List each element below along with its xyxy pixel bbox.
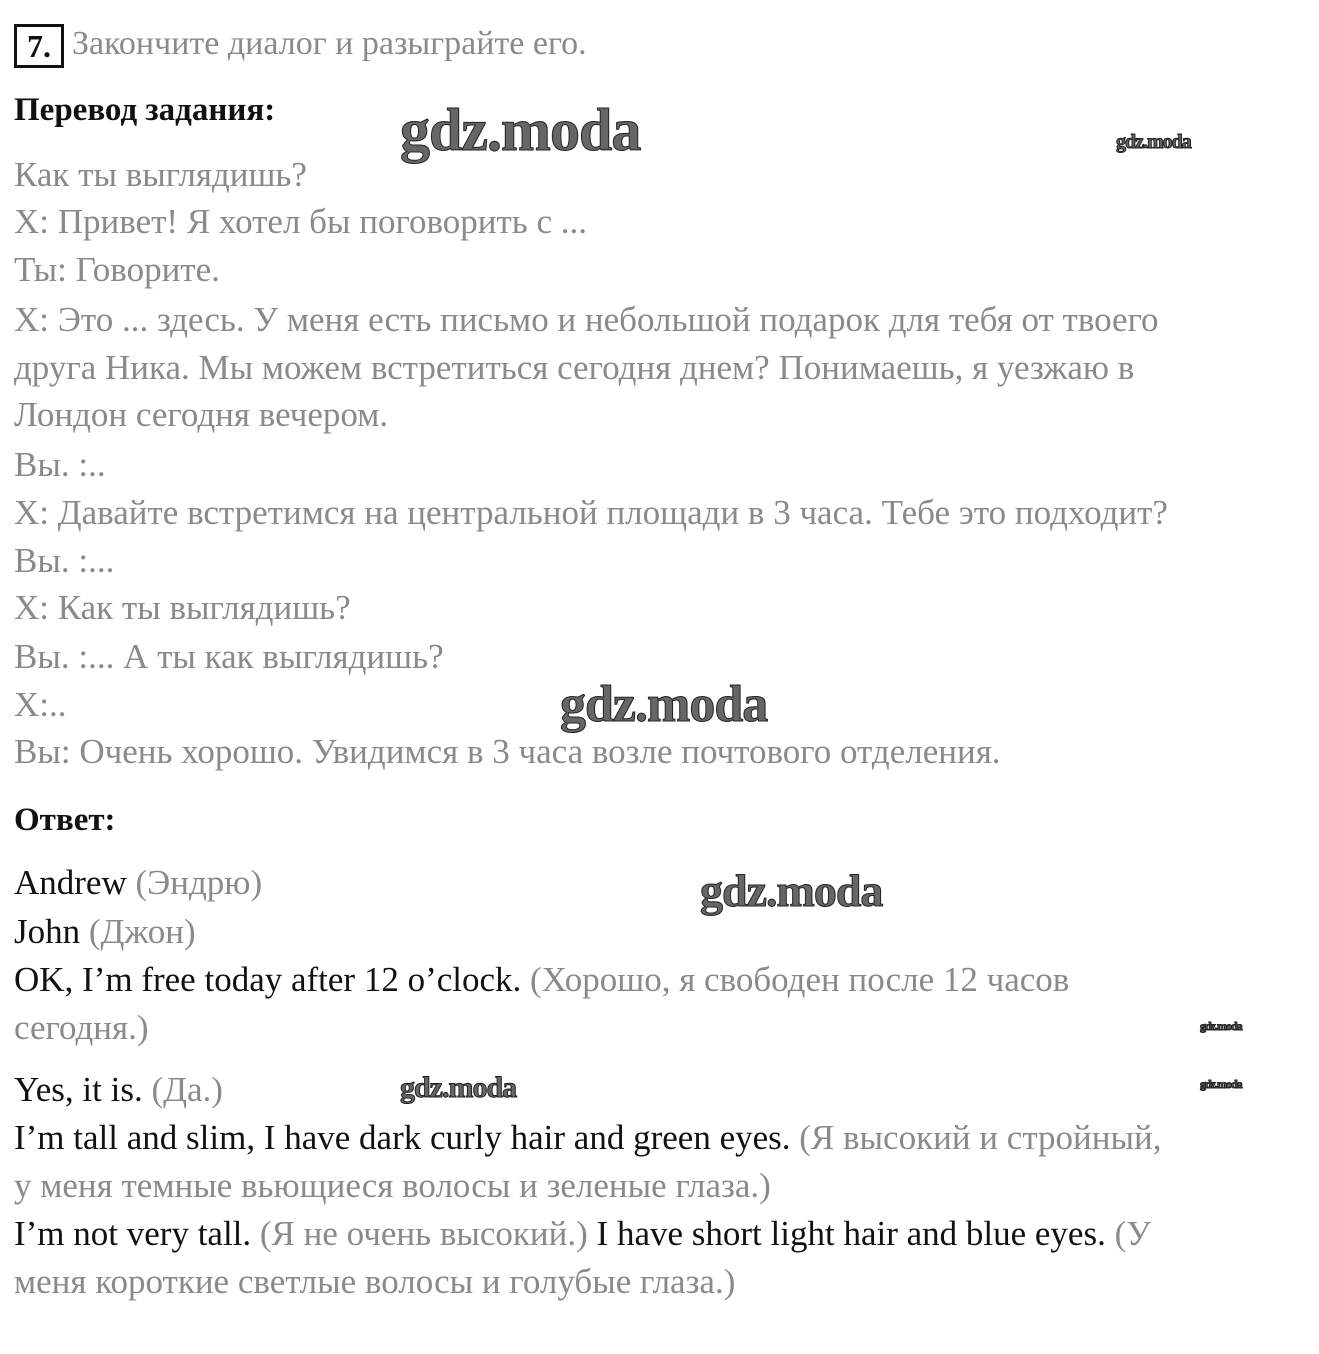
translation-line: Как ты выглядишь? <box>14 155 307 194</box>
task-number: 7. <box>14 24 64 68</box>
translation-line: X: Привет! Я хотел бы поговорить с ... <box>14 202 588 241</box>
watermark: gdz.moda <box>400 97 641 163</box>
watermark: gdz.moda <box>1200 1019 1242 1033</box>
watermark: gdz.moda <box>560 676 768 733</box>
answer-line <box>14 1166 771 1206</box>
translation-line: X: Это ... здесь. У меня есть письмо и небольшой подарок для тебя от твоего <box>14 300 1159 339</box>
translation-heading: Перевод задания: <box>14 92 276 128</box>
russian-translation: (Да.) <box>151 1070 223 1109</box>
russian-translation: (У <box>1114 1214 1152 1253</box>
answer-line <box>14 863 262 903</box>
watermark: gdz.moda <box>700 865 883 916</box>
watermark: gdz.moda <box>400 1071 517 1104</box>
english-text: Andrew <box>14 863 136 902</box>
translation-line: X: Как ты выглядишь? <box>14 588 351 627</box>
translation-line: Вы. :... А ты как выглядишь? <box>14 637 444 676</box>
english-text: I have short light hair and blue eyes. <box>596 1214 1115 1253</box>
task-text: Закончите диалог и разыграйте его. <box>72 25 587 62</box>
answer-line <box>14 1214 1151 1254</box>
english-text: Yes, it is. <box>14 1070 152 1109</box>
answer-line <box>14 1118 1162 1158</box>
english-text: OK, I’m free today after 12 o’clock. <box>14 960 531 999</box>
translation-line: X:.. <box>14 685 67 724</box>
answer-line <box>14 1070 223 1110</box>
english-text: I’m tall and slim, I have dark curly hair and green eyes. <box>14 1118 800 1157</box>
translation-line: друга Ника. Мы можем встретиться сегодня днем? Понимаешь, я уезжаю в <box>14 348 1135 387</box>
watermark: gdz.moda <box>1200 1077 1242 1091</box>
russian-translation: сегодня.) <box>14 1008 149 1047</box>
russian-translation: (Джон) <box>88 912 196 951</box>
russian-translation: (Я высокий и стройный, <box>799 1118 1162 1157</box>
translation-line: Вы. :... <box>14 541 115 580</box>
russian-translation: (Я не очень высокий.) <box>259 1214 597 1253</box>
russian-translation: (Эндрю) <box>135 863 263 902</box>
answer-heading: Ответ: <box>14 802 116 838</box>
russian-translation: меня короткие светлые волосы и голубые глаза.) <box>14 1262 736 1301</box>
russian-translation: (Хорошо, я свободен после 12 часов <box>530 960 1070 999</box>
translation-line: Лондон сегодня вечером. <box>14 395 389 434</box>
answer-line <box>14 1008 149 1048</box>
answer-line <box>14 960 1069 1000</box>
english-text: I’m not very tall. <box>14 1214 260 1253</box>
translation-line: Ты: Говорите. <box>14 250 220 289</box>
answer-line <box>14 1262 735 1302</box>
english-text: John <box>14 912 89 951</box>
translation-line: Вы: Очень хорошо. Увидимся в 3 часа возле почтового отделения. <box>14 732 1001 771</box>
watermark: gdz.moda <box>1116 131 1191 153</box>
answer-line <box>14 912 196 952</box>
translation-line: X: Давайте встретимся на центральной площади в 3 часа. Тебе это подходит? <box>14 493 1168 532</box>
russian-translation: у меня темные вьющиеся волосы и зеленые глаза.) <box>14 1166 771 1205</box>
translation-line: Вы. :.. <box>14 445 106 484</box>
